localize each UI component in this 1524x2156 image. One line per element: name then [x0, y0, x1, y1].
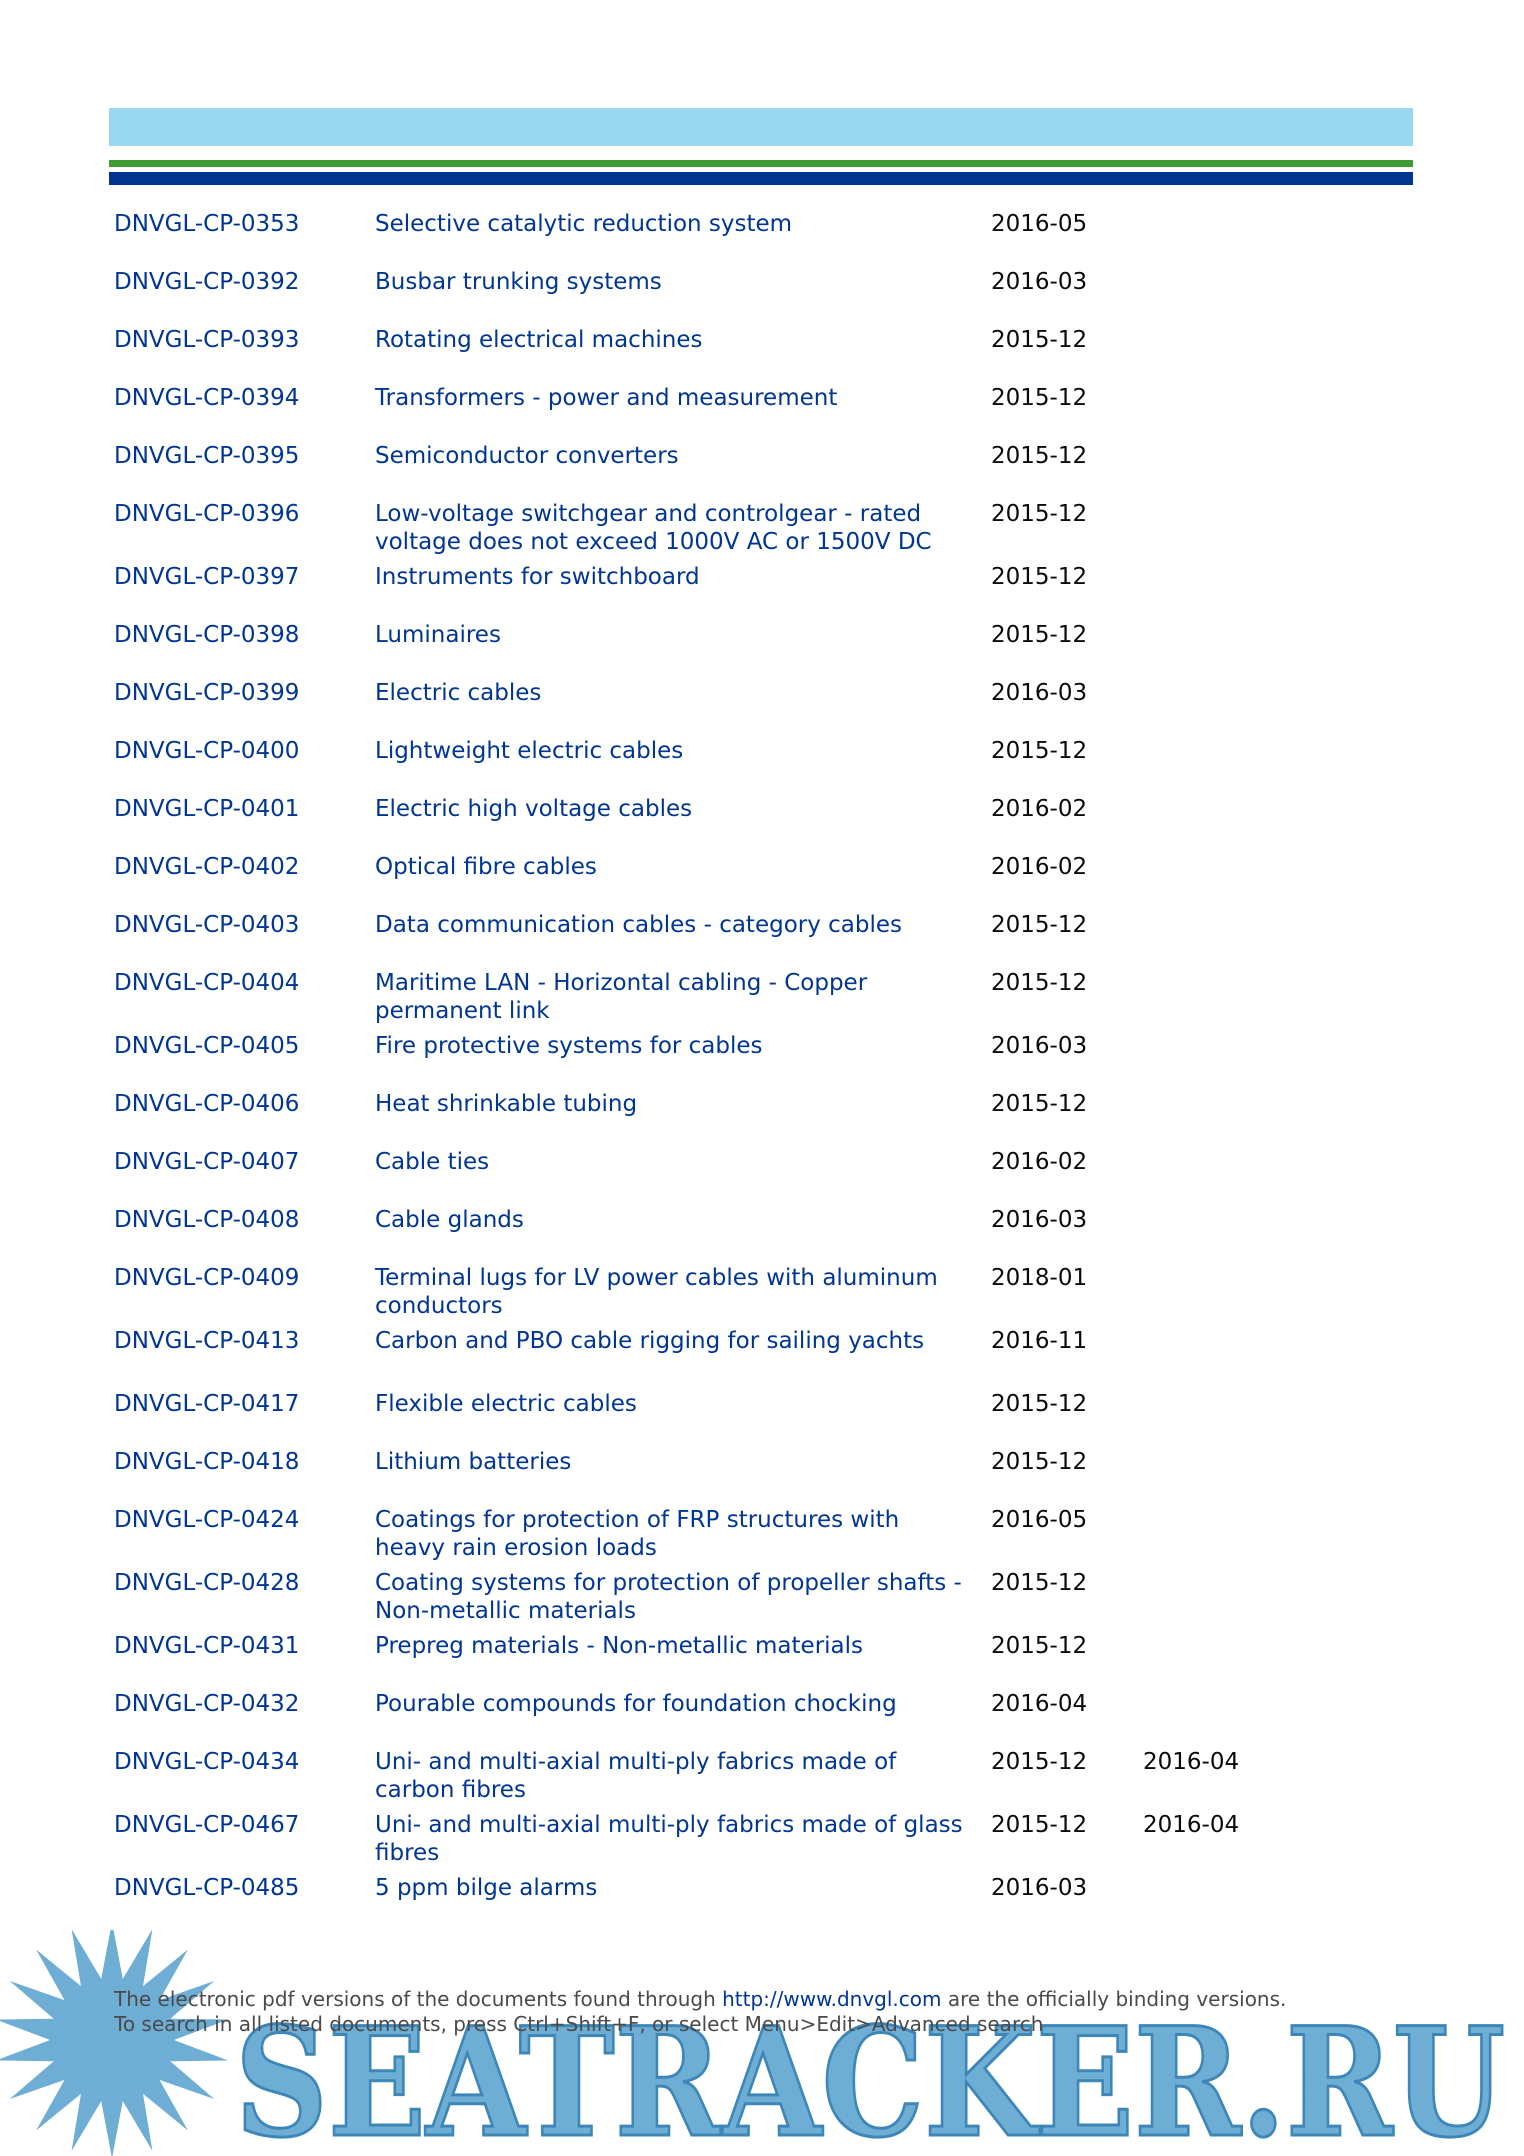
document-code-link[interactable]: DNVGL-CP-0485: [114, 1875, 300, 1901]
document-date: 2016-03: [991, 680, 1088, 706]
document-title-link[interactable]: Uni- and multi-axial multi-ply fabrics made of carbon fibres: [375, 1749, 897, 1803]
document-code-link[interactable]: DNVGL-CP-0398: [114, 622, 300, 648]
document-code-link[interactable]: DNVGL-CP-0397: [114, 564, 300, 590]
document-code-link[interactable]: DNVGL-CP-0392: [114, 269, 300, 295]
document-date: 2016-05: [991, 211, 1088, 237]
table-row: [114, 1206, 1404, 1264]
table-row: [114, 563, 1404, 621]
document-title-link[interactable]: Fire protective systems for cables: [375, 1033, 763, 1059]
document-code-link[interactable]: DNVGL-CP-0413: [114, 1328, 300, 1354]
document-title-link[interactable]: Flexible electric cables: [375, 1391, 637, 1417]
document-date: 2015-12: [991, 1633, 1088, 1659]
document-date: 2015-12: [991, 443, 1088, 469]
document-date: 2015-12: [991, 1449, 1088, 1475]
document-code-link[interactable]: DNVGL-CP-0403: [114, 912, 300, 938]
document-title-link[interactable]: Prepreg materials - Non-metallic materials: [375, 1633, 864, 1659]
document-date: 2015-12: [991, 912, 1088, 938]
sunburst-icon: [0, 1930, 228, 2156]
table-row: [114, 911, 1404, 969]
document-date: 2016-03: [991, 1875, 1088, 1901]
document-code-link[interactable]: DNVGL-CP-0406: [114, 1091, 300, 1117]
document-title-link[interactable]: Uni- and multi-axial multi-ply fabrics made of glass fibres: [375, 1812, 963, 1866]
document-date: 2016-02: [991, 1149, 1088, 1175]
document-code-link[interactable]: DNVGL-CP-0401: [114, 796, 300, 822]
table-row: [114, 621, 1404, 679]
table-row: [114, 1811, 1404, 1874]
document-code-link[interactable]: DNVGL-CP-0400: [114, 738, 300, 764]
table-row: [114, 795, 1404, 853]
document-code-link[interactable]: DNVGL-CP-0408: [114, 1207, 300, 1233]
table-row: [114, 1632, 1404, 1690]
document-code-link[interactable]: DNVGL-CP-0424: [114, 1507, 300, 1533]
table-row: [114, 1748, 1404, 1811]
table-row: [114, 268, 1404, 326]
table-row: [114, 1327, 1404, 1390]
table-row: [114, 853, 1404, 911]
table-row: [114, 1390, 1404, 1448]
table-row: [114, 679, 1404, 737]
document-title-link[interactable]: Coating systems for protection of propeller shafts - Non-metallic materials: [375, 1570, 962, 1624]
document-title-link[interactable]: Terminal lugs for LV power cables with aluminum conductors: [375, 1265, 938, 1319]
document-date: 2016-03: [991, 1033, 1088, 1059]
table-row: [114, 326, 1404, 384]
document-amended-date: 2016-04: [1143, 1812, 1240, 1838]
table-row: [114, 1874, 1404, 1932]
document-title-link[interactable]: Optical fibre cables: [375, 854, 597, 880]
document-date: 2015-12: [991, 738, 1088, 764]
table-row: [114, 1264, 1404, 1327]
document-date: 2016-05: [991, 1507, 1088, 1533]
table-row: [114, 210, 1404, 268]
header-band-light: [109, 108, 1413, 146]
document-title-link[interactable]: Heat shrinkable tubing: [375, 1091, 638, 1117]
document-date: 2016-02: [991, 854, 1088, 880]
watermark-text: SEATRACKER.RU: [235, 1995, 1505, 2156]
document-code-link[interactable]: DNVGL-CP-0394: [114, 385, 300, 411]
table-row: [114, 1569, 1404, 1632]
document-title-link[interactable]: Instruments for switchboard: [375, 564, 700, 590]
table-row: [114, 500, 1404, 563]
dnvgl-link[interactable]: http://www.dnvgl.com: [722, 1987, 942, 2011]
document-code-link[interactable]: DNVGL-CP-0399: [114, 680, 300, 706]
document-code-link[interactable]: DNVGL-CP-0417: [114, 1391, 300, 1417]
header-band-green: [109, 160, 1413, 167]
document-code-link[interactable]: DNVGL-CP-0467: [114, 1812, 300, 1838]
document-date: 2015-12: [991, 501, 1088, 527]
document-title-link[interactable]: Luminaires: [375, 622, 501, 648]
document-title-link[interactable]: Selective catalytic reduction system: [375, 211, 793, 237]
table-row: [114, 1506, 1404, 1569]
document-date: 2016-02: [991, 796, 1088, 822]
document-code-link[interactable]: DNVGL-CP-0404: [114, 970, 300, 996]
document-date: 2015-12: [991, 385, 1088, 411]
document-title-link[interactable]: Data communication cables - category cables: [375, 912, 903, 938]
document-title-link[interactable]: Cable ties: [375, 1149, 490, 1175]
document-code-link[interactable]: DNVGL-CP-0432: [114, 1691, 300, 1717]
table-row: [114, 969, 1404, 1032]
seatracker-watermark: [0, 1930, 1524, 2156]
document-date: 2016-04: [991, 1691, 1088, 1717]
document-title-link[interactable]: Pourable compounds for foundation chocking: [375, 1691, 897, 1717]
document-code-link[interactable]: DNVGL-CP-0402: [114, 854, 300, 880]
document-date: 2015-12: [991, 970, 1088, 996]
table-row: [114, 442, 1404, 500]
document-date: 2018-01: [991, 1265, 1088, 1291]
document-code-link[interactable]: DNVGL-CP-0418: [114, 1449, 300, 1475]
document-code-link[interactable]: DNVGL-CP-0393: [114, 327, 300, 353]
header-band-blue: [109, 172, 1413, 185]
document-title-link[interactable]: Coatings for protection of FRP structures with heavy rain erosion loads: [375, 1507, 900, 1561]
table-row: [114, 384, 1404, 442]
table-row: [114, 1148, 1404, 1206]
document-code-link[interactable]: DNVGL-CP-0431: [114, 1633, 300, 1659]
document-date: 2015-12: [991, 622, 1088, 648]
document-date: 2015-12: [991, 1812, 1088, 1838]
table-row: [114, 1448, 1404, 1506]
table-row: [114, 737, 1404, 795]
document-title-link[interactable]: Electric cables: [375, 680, 542, 706]
document-title-link[interactable]: Transformers - power and measurement: [375, 385, 838, 411]
document-date: 2015-12: [991, 327, 1088, 353]
document-title-link[interactable]: Semiconductor converters: [375, 443, 679, 469]
document-title-link[interactable]: Lightweight electric cables: [375, 738, 684, 764]
document-title-link[interactable]: Cable glands: [375, 1207, 524, 1233]
document-title-link[interactable]: Low-voltage switchgear and controlgear - rated voltage does not exceed 1000V AC or 1500V DC: [375, 501, 932, 555]
document-code-link[interactable]: DNVGL-CP-0407: [114, 1149, 300, 1175]
footer-line-1-after: are the officially binding versions.: [941, 1987, 1287, 2011]
footer-note: [114, 1987, 1414, 2037]
document-date: 2016-11: [991, 1328, 1088, 1354]
document-title-link[interactable]: Lithium batteries: [375, 1449, 572, 1475]
document-title-link[interactable]: Maritime LAN - Horizontal cabling - Copper permanent link: [375, 970, 868, 1024]
document-date: 2016-03: [991, 1207, 1088, 1233]
footer-line-2: To search in all listed documents, press Ctrl+Shift+F, or select Menu>Edit>Advanced search: [114, 2012, 1044, 2036]
document-date: 2015-12: [991, 1570, 1088, 1596]
table-row: [114, 1032, 1404, 1090]
document-title-link[interactable]: Electric high voltage cables: [375, 796, 693, 822]
document-title-link[interactable]: 5 ppm bilge alarms: [375, 1875, 598, 1901]
document-date: 2016-03: [991, 269, 1088, 295]
footer-line-1: [114, 1987, 1414, 2012]
document-title-link[interactable]: Carbon and PBO cable rigging for sailing yachts: [375, 1328, 925, 1354]
document-code-link[interactable]: DNVGL-CP-0428: [114, 1570, 300, 1596]
document-title-link[interactable]: Busbar trunking systems: [375, 269, 662, 295]
document-code-link[interactable]: DNVGL-CP-0353: [114, 211, 300, 237]
document-title-link[interactable]: Rotating electrical machines: [375, 327, 703, 353]
footer-line-1-before: The electronic pdf versions of the documents found through: [114, 1987, 723, 2011]
document-code-link[interactable]: DNVGL-CP-0405: [114, 1033, 300, 1059]
document-date: 2015-12: [991, 1749, 1088, 1775]
document-list-table: [114, 210, 1404, 1932]
document-date: 2015-12: [991, 1091, 1088, 1117]
document-code-link[interactable]: DNVGL-CP-0395: [114, 443, 300, 469]
table-row: [114, 1690, 1404, 1748]
document-date: 2015-12: [991, 1391, 1088, 1417]
document-amended-date: 2016-04: [1143, 1749, 1240, 1775]
document-code-link[interactable]: DNVGL-CP-0409: [114, 1265, 300, 1291]
document-code-link[interactable]: DNVGL-CP-0434: [114, 1749, 300, 1775]
table-row: [114, 1090, 1404, 1148]
document-date: 2015-12: [991, 564, 1088, 590]
document-code-link[interactable]: DNVGL-CP-0396: [114, 501, 300, 527]
